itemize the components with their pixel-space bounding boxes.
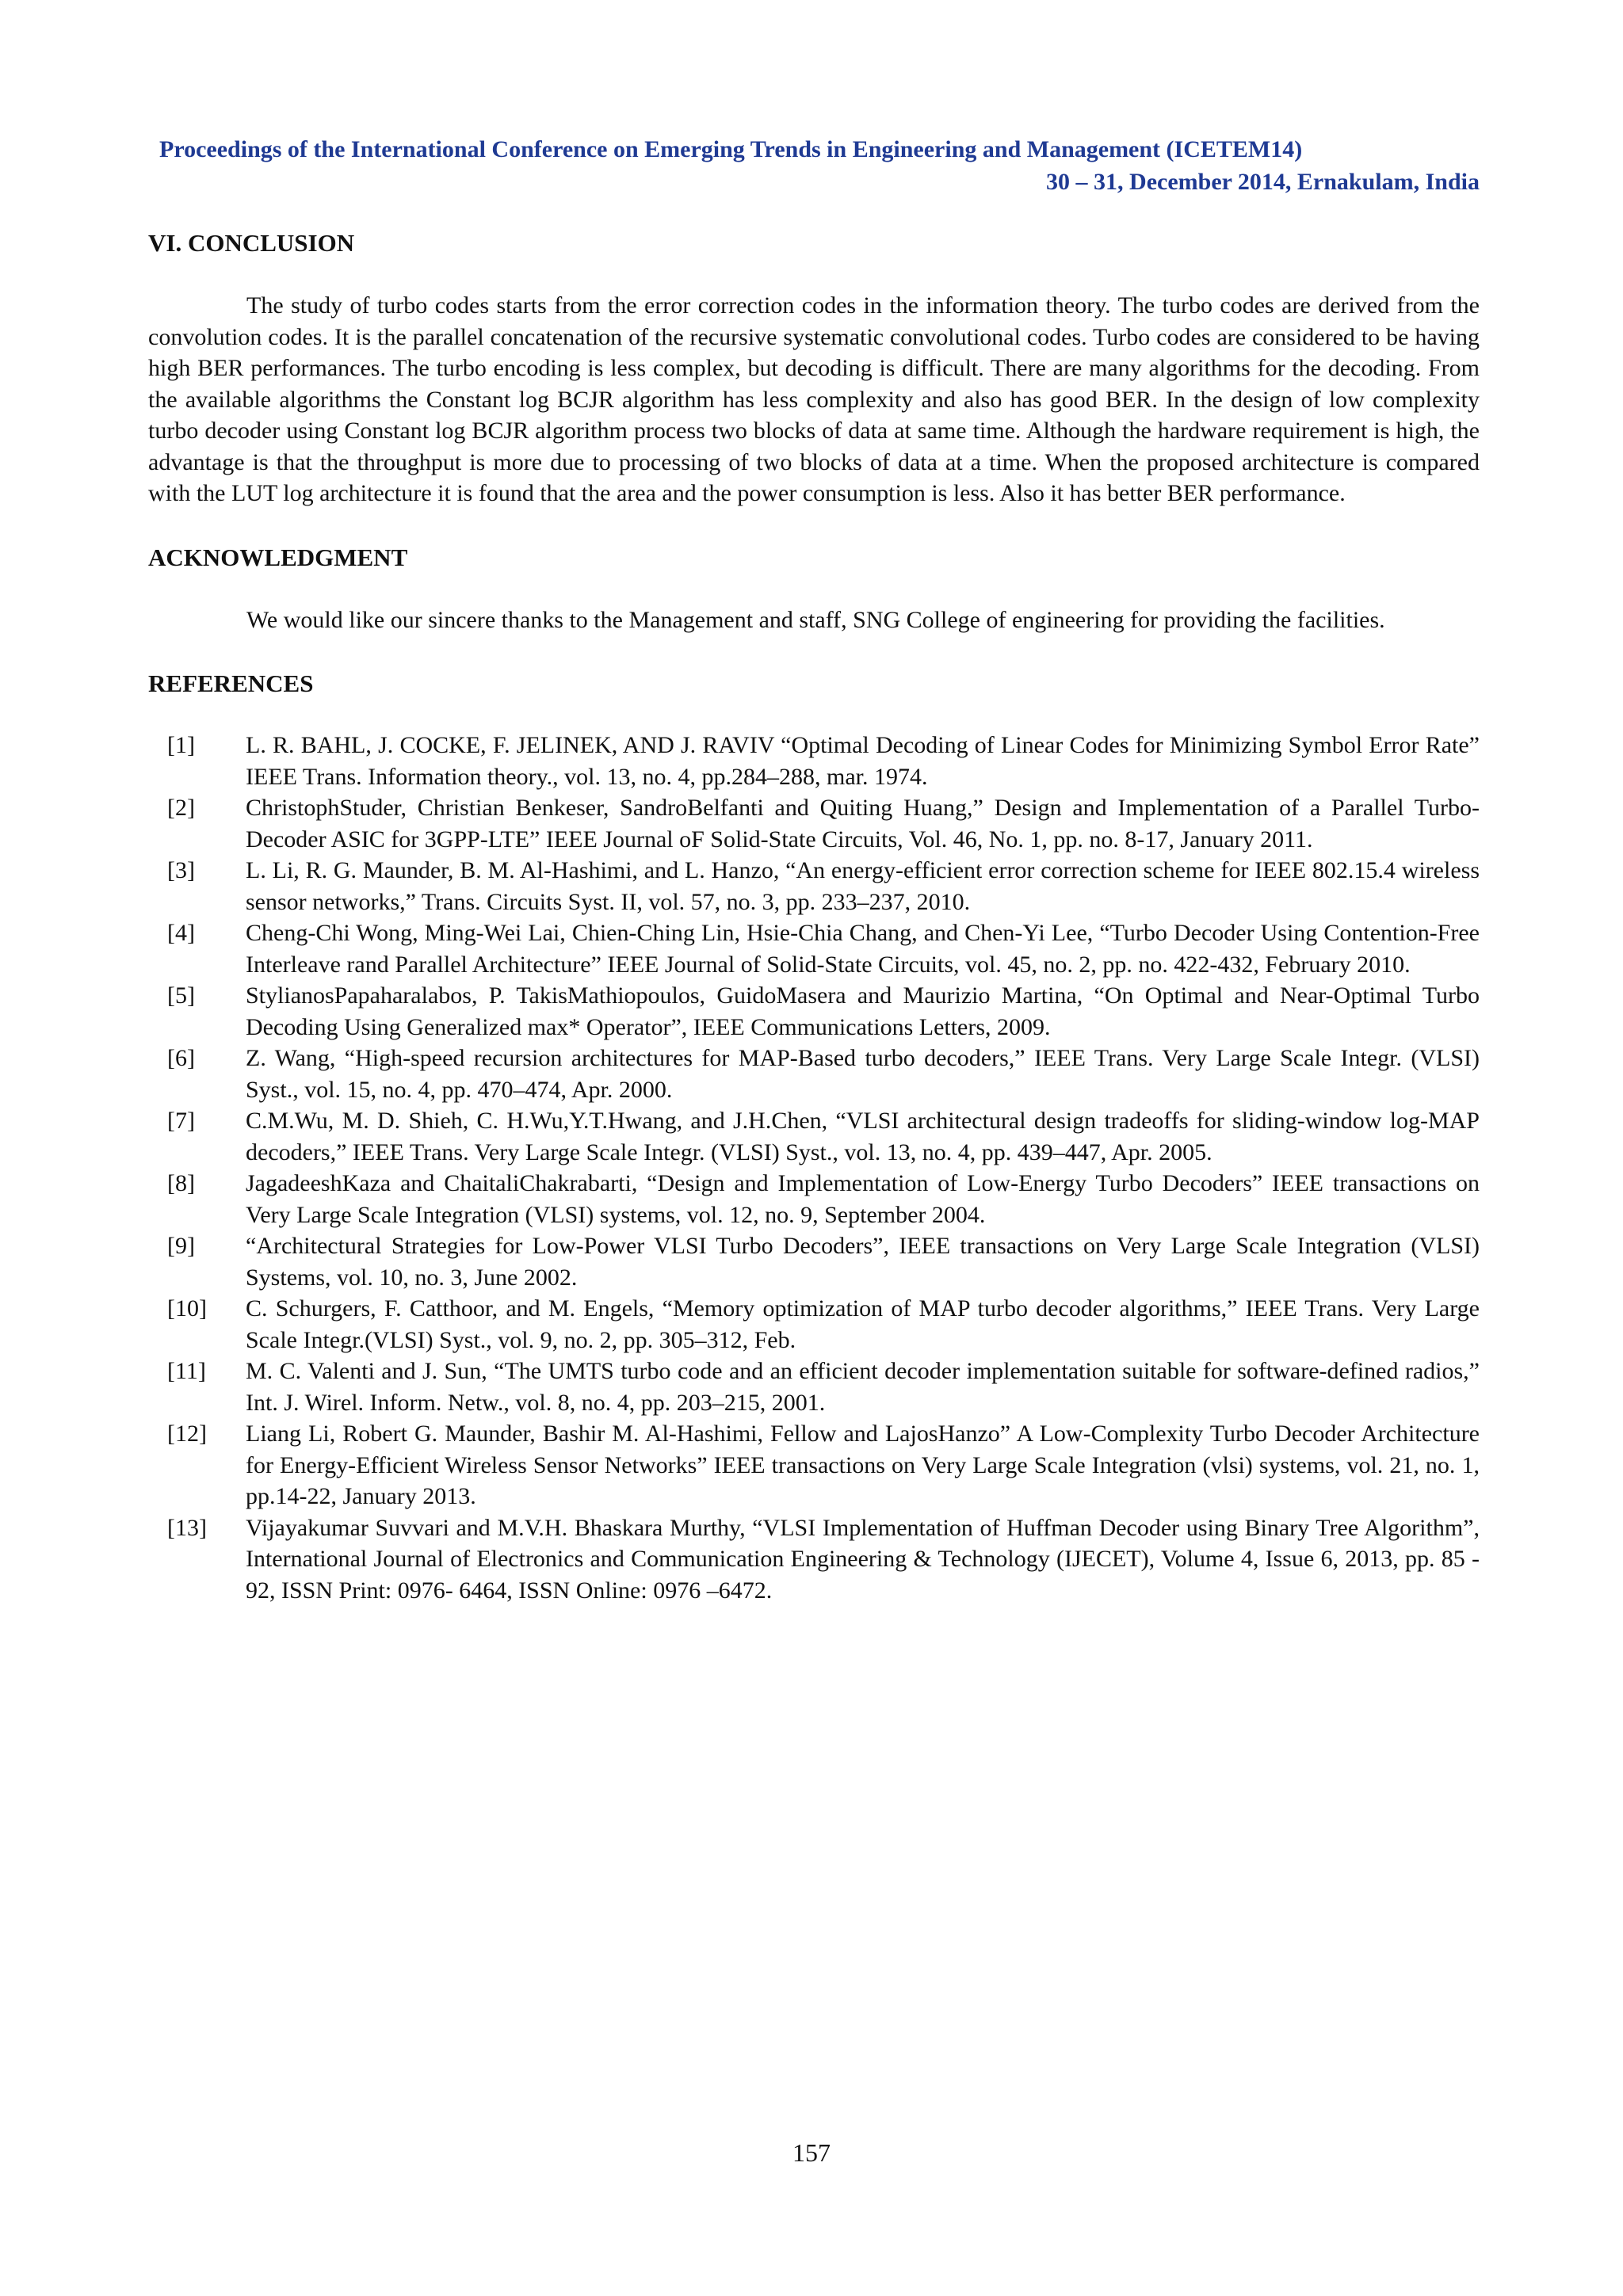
- reference-number: [4]: [167, 920, 195, 946]
- acknowledgment-paragraph: We would like our sincere thanks to the Management and staff, SNG College of engineering for providing the facilities.: [246, 606, 1385, 633]
- paper-page: [148, 133, 1480, 1606]
- reference-number: [6]: [167, 1045, 195, 1071]
- reference-number: [2]: [167, 795, 195, 821]
- reference-text: Liang Li, Robert G. Maunder, Bashir M. Al-Hashimi, Fellow and LajosHanzo” A Low-Complexity Turbo Decoder Architecture for Energy-Efficient Wireless Sensor Networks” IEEE transactions on Very Large Scale Integration (vlsi) systems, vol. 21, no. 1, pp.14-22, January 2013.: [246, 1421, 1480, 1509]
- reference-item-4: [148, 917, 1480, 980]
- reference-item-11: [148, 1356, 1480, 1418]
- reference-text: C. Schurgers, F. Catthoor, and M. Engels, “Memory optimization of MAP turbo decoder algorithms,” IEEE Trans. Very Large Scale Integr.(VLSI) Syst., vol. 9, no. 2, pp. 305–312, Feb.: [246, 1295, 1480, 1353]
- reference-number: [12]: [167, 1421, 207, 1447]
- conclusion-heading: VI. CONCLUSION: [148, 229, 355, 257]
- reference-item-5: [148, 980, 1480, 1043]
- reference-item-1: [148, 730, 1480, 792]
- reference-item-2: [148, 792, 1480, 855]
- header-date-location: 30 – 31, December 2014, Ernakulam, India: [1046, 169, 1480, 195]
- reference-item-9: [148, 1230, 1480, 1293]
- reference-number: [10]: [167, 1295, 207, 1322]
- acknowledgment-heading: ACKNOWLEDGMENT: [148, 543, 408, 571]
- reference-text: StylianosPapaharalabos, P. TakisMathiopoulos, GuidoMasera and Maurizio Martina, “On Optimal and Near-Optimal Turbo Decoding Using Generalized max* Operator”, IEEE Communications Letters, 2009.: [246, 982, 1480, 1040]
- reference-text: L. Li, R. G. Maunder, B. M. Al-Hashimi, and L. Hanzo, “An energy-efficient error correction scheme for IEEE 802.15.4 wireless sensor networks,” Trans. Circuits Syst. II, vol. 57, no. 3, pp. 233–237, 2010.: [246, 857, 1480, 915]
- reference-item-10: [148, 1293, 1480, 1356]
- reference-item-12: [148, 1418, 1480, 1512]
- reference-number: [8]: [167, 1170, 195, 1196]
- reference-text: “Architectural Strategies for Low-Power VLSI Turbo Decoders”, IEEE transactions on Very Large Scale Integration (VLSI) Systems, vol. 10, no. 3, June 2002.: [246, 1233, 1480, 1291]
- reference-number: [3]: [167, 857, 195, 883]
- reference-item-6: [148, 1043, 1480, 1105]
- reference-text: ChristophStuder, Christian Benkeser, SandroBelfanti and Quiting Huang,” Design and Implementation of a Parallel Turbo-Decoder ASIC for 3GPP-LTE” IEEE Journal oF Solid-State Circuits, Vol. 46, No. 1, pp. no. 8-17, January 2011.: [246, 795, 1480, 852]
- header-conference-title: Proceedings of the International Conference on Emerging Trends in Engineering and Management (ICETEM14): [159, 136, 1303, 162]
- reference-item-3: [148, 855, 1480, 917]
- reference-text: L. R. BAHL, J. COCKE, F. JELINEK, AND J. RAVIV “Optimal Decoding of Linear Codes for Minimizing Symbol Error Rate” IEEE Trans. Information theory., vol. 13, no. 4, pp.284–288, mar. 1974.: [246, 732, 1480, 790]
- reference-item-8: [148, 1168, 1480, 1230]
- reference-text: C.M.Wu, M. D. Shieh, C. H.Wu,Y.T.Hwang, and J.H.Chen, “VLSI architectural design tradeoffs for sliding-window log-MAP decoders,” IEEE Trans. Very Large Scale Integr. (VLSI) Syst., vol. 13, no. 4, pp. 439–447, Apr. 2005.: [246, 1108, 1480, 1165]
- reference-text: Z. Wang, “High-speed recursion architectures for MAP-Based turbo decoders,” IEEE Trans. Very Large Scale Integr. (VLSI) Syst., vol. 15, no. 4, pp. 470–474, Apr. 2000.: [246, 1045, 1480, 1103]
- conclusion-paragraph: The study of turbo codes starts from the error correction codes in the information theory. The turbo codes are derived from the convolution codes. It is the parallel concatenation of the recursive systematic convolutional codes. Turbo codes are considered to be having high BER performances. The turbo encoding is less complex, but decoding is difficult. There are many algorithms for the decoding. From the available algorithms the Constant log BCJR algorithm has less complexity and also has good BER. In the design of low complexity turbo decoder using Constant log BCJR algorithm process two blocks of data at same time. Although the hardware requirement is high, the advantage is that the throughput is more due to processing of two blocks of data at a time. When the proposed architecture is compared with the LUT log architecture it is found that the area and the power consumption is less. Also it has better BER performance.: [148, 292, 1480, 506]
- reference-item-13: [148, 1512, 1480, 1607]
- reference-text: M. C. Valenti and J. Sun, “The UMTS turbo code and an efficient decoder implementation suitable for software-defined radios,” Int. J. Wirel. Inform. Netw., vol. 8, no. 4, pp. 203–215, 2001.: [246, 1358, 1480, 1416]
- reference-number: [7]: [167, 1108, 195, 1134]
- references-heading: REFERENCES: [148, 669, 314, 697]
- reference-number: [13]: [167, 1514, 207, 1541]
- proceedings-header: [148, 133, 1480, 198]
- references-list: [148, 730, 1480, 1606]
- reference-item-7: [148, 1105, 1480, 1168]
- reference-number: [1]: [167, 732, 195, 758]
- reference-number: [9]: [167, 1233, 195, 1259]
- reference-text: Vijayakumar Suvvari and M.V.H. Bhaskara Murthy, “VLSI Implementation of Huffman Decoder using Binary Tree Algorithm”, International Journal of Electronics and Communication Engineering & Technology (IJECET), Volume 4, Issue 6, 2013, pp. 85 - 92, ISSN Print: 0976- 6464, ISSN Online: 0976 –6472.: [246, 1514, 1480, 1604]
- reference-number: [5]: [167, 982, 195, 1009]
- reference-number: [11]: [167, 1358, 206, 1384]
- reference-text: Cheng-Chi Wong, Ming-Wei Lai, Chien-Ching Lin, Hsie-Chia Chang, and Chen-Yi Lee, “Turbo Decoder Using Contention-Free Interleave rand Parallel Architecture” IEEE Journal of Solid-State Circuits, vol. 45, no. 2, pp. no. 422-432, February 2010.: [246, 920, 1480, 978]
- page-number: 157: [792, 2138, 831, 2167]
- reference-text: JagadeeshKaza and ChaitaliChakrabarti, “Design and Implementation of Low-Energy Turbo Decoders” IEEE transactions on Very Large Scale Integration (VLSI) systems, vol. 12, no. 9, September 2004.: [246, 1170, 1480, 1228]
